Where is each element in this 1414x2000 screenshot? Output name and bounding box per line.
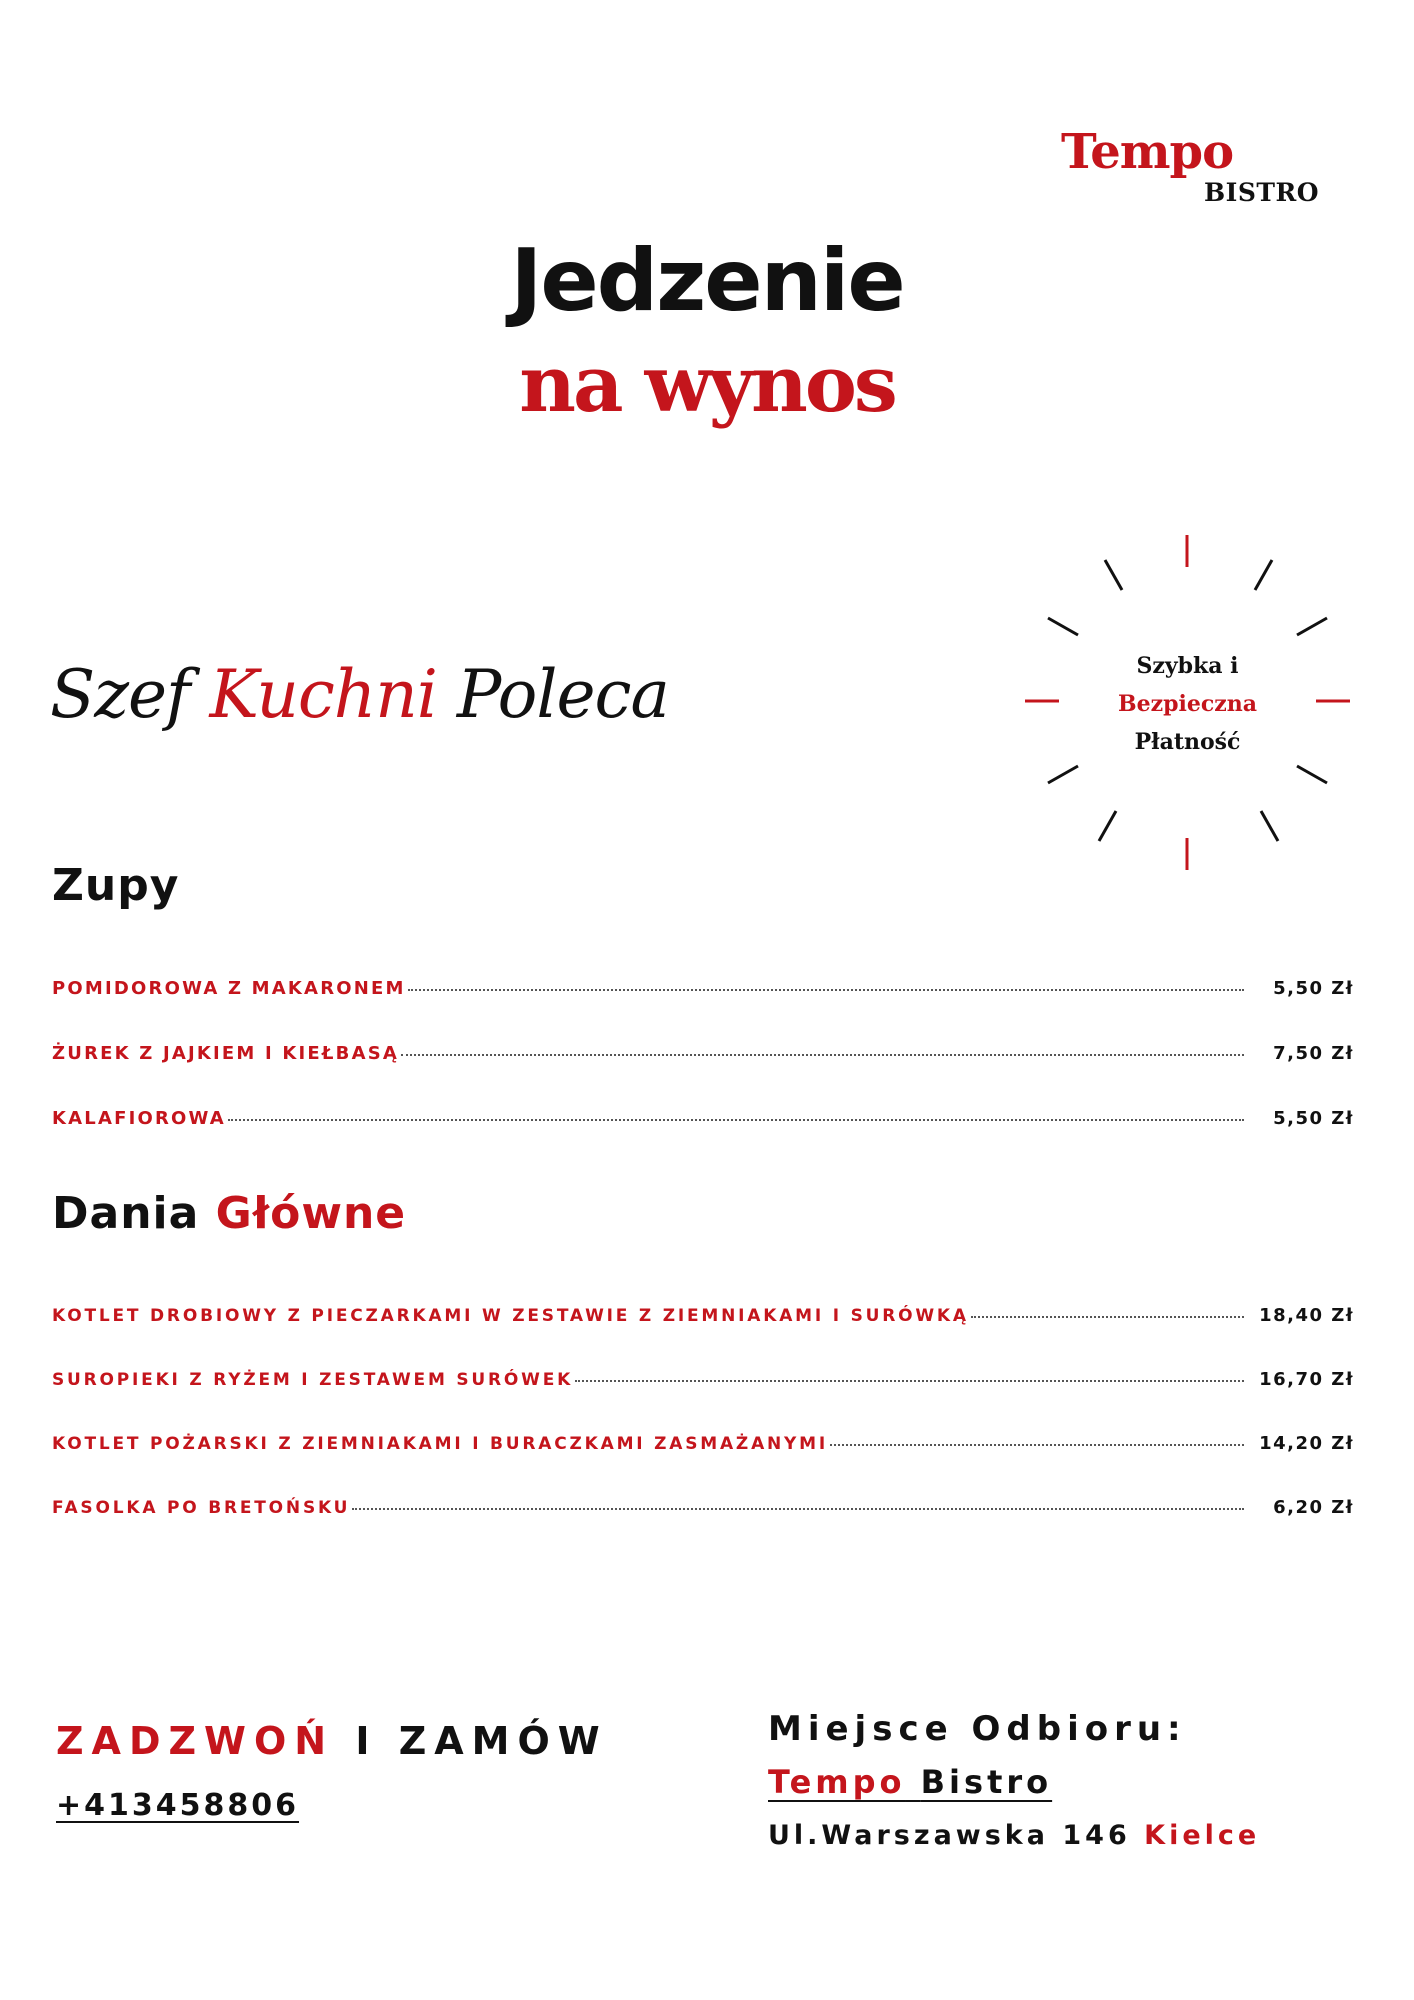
menu-item-price: 7,50 Zł <box>1273 1043 1354 1064</box>
menu-item <box>52 1043 1354 1069</box>
pickup-address <box>768 1822 1260 1849</box>
dot-leader <box>971 1316 1244 1318</box>
pickup-name-black: Bistro <box>920 1763 1053 1801</box>
call-black: I ZAMÓW <box>355 1719 608 1763</box>
mains-list <box>52 1305 1354 1525</box>
menu-item-name: FASOLKA PO BRETOŃSKU <box>52 1498 351 1518</box>
dot-leader <box>228 1119 1244 1121</box>
brand-logo-sub: BISTRO <box>1204 178 1320 207</box>
pickup-place-name <box>768 1763 1053 1801</box>
menu-item <box>52 1497 1354 1523</box>
menu-item-price: 18,40 Zł <box>1259 1305 1354 1326</box>
menu-item-price: 14,20 Zł <box>1259 1433 1354 1454</box>
menu-item <box>52 1369 1354 1395</box>
menu-item-name: KALAFIOROWA <box>52 1108 226 1129</box>
dot-leader <box>830 1444 1244 1446</box>
chef-recommends-heading <box>50 656 669 733</box>
badge-line-2: Bezpieczna <box>1118 691 1257 717</box>
menu-item-name: POMIDOROWA Z MAKARONEM <box>52 978 406 999</box>
soups-list <box>52 978 1354 1138</box>
dot-leader <box>575 1380 1244 1382</box>
mains-heading-part-1: Dania <box>52 1188 200 1239</box>
phone-number[interactable]: +413458806 <box>56 1788 300 1823</box>
badge-line-1: Szybka i <box>1136 653 1239 679</box>
menu-item-price: 5,50 Zł <box>1273 978 1354 999</box>
menu-item-price: 6,20 Zł <box>1273 1497 1354 1518</box>
dot-leader <box>408 989 1244 991</box>
menu-item <box>52 1305 1354 1331</box>
menu-item-price: 5,50 Zł <box>1273 1108 1354 1129</box>
title-line-1: Jedzenie <box>510 231 904 331</box>
menu-item <box>52 1433 1354 1459</box>
address-city: Kielce <box>1144 1820 1261 1851</box>
chef-word-1: Szef <box>50 656 190 733</box>
badge-line-3: Płatność <box>1134 729 1241 755</box>
pickup-name-red: Tempo <box>768 1763 906 1801</box>
menu-item-name: KOTLET POŻARSKI Z ZIEMNIAKAMI I BURACZKAMI ZASMAŻANYMI <box>52 1434 828 1454</box>
brand-logo-name: Tempo <box>1061 124 1234 180</box>
menu-item <box>52 1108 1354 1134</box>
call-red: ZADZWOŃ <box>56 1719 335 1763</box>
page-title <box>0 231 1414 430</box>
menu-item-name: ŻUREK Z JAJKIEM I KIEŁBASĄ <box>52 1043 400 1064</box>
pickup-label: Miejsce Odbioru: <box>768 1709 1187 1749</box>
chef-word-3: Poleca <box>456 656 669 733</box>
menu-item <box>52 978 1354 1004</box>
dot-leader <box>401 1054 1244 1056</box>
menu-item-name: KOTLET DROBIOWY Z PIECZARKAMI W ZESTAWIE Z ZIEMNIAKAMI I SURÓWKĄ <box>52 1306 969 1326</box>
dot-leader <box>352 1508 1244 1510</box>
menu-item-name: SUROPIEKI Z RYŻEM I ZESTAWEM SURÓWEK <box>52 1370 574 1390</box>
soups-heading: Zupy <box>52 860 180 911</box>
title-line-2: na wynos <box>519 339 895 430</box>
mains-heading-part-2: Główne <box>215 1188 407 1239</box>
payment-badge <box>1015 535 1360 870</box>
menu-item-price: 16,70 Zł <box>1259 1369 1354 1390</box>
address-street: Ul.Warszawska 146 <box>768 1820 1131 1851</box>
mains-heading <box>52 1188 407 1239</box>
chef-word-2: Kuchni <box>209 656 437 733</box>
call-to-order <box>56 1719 608 1763</box>
